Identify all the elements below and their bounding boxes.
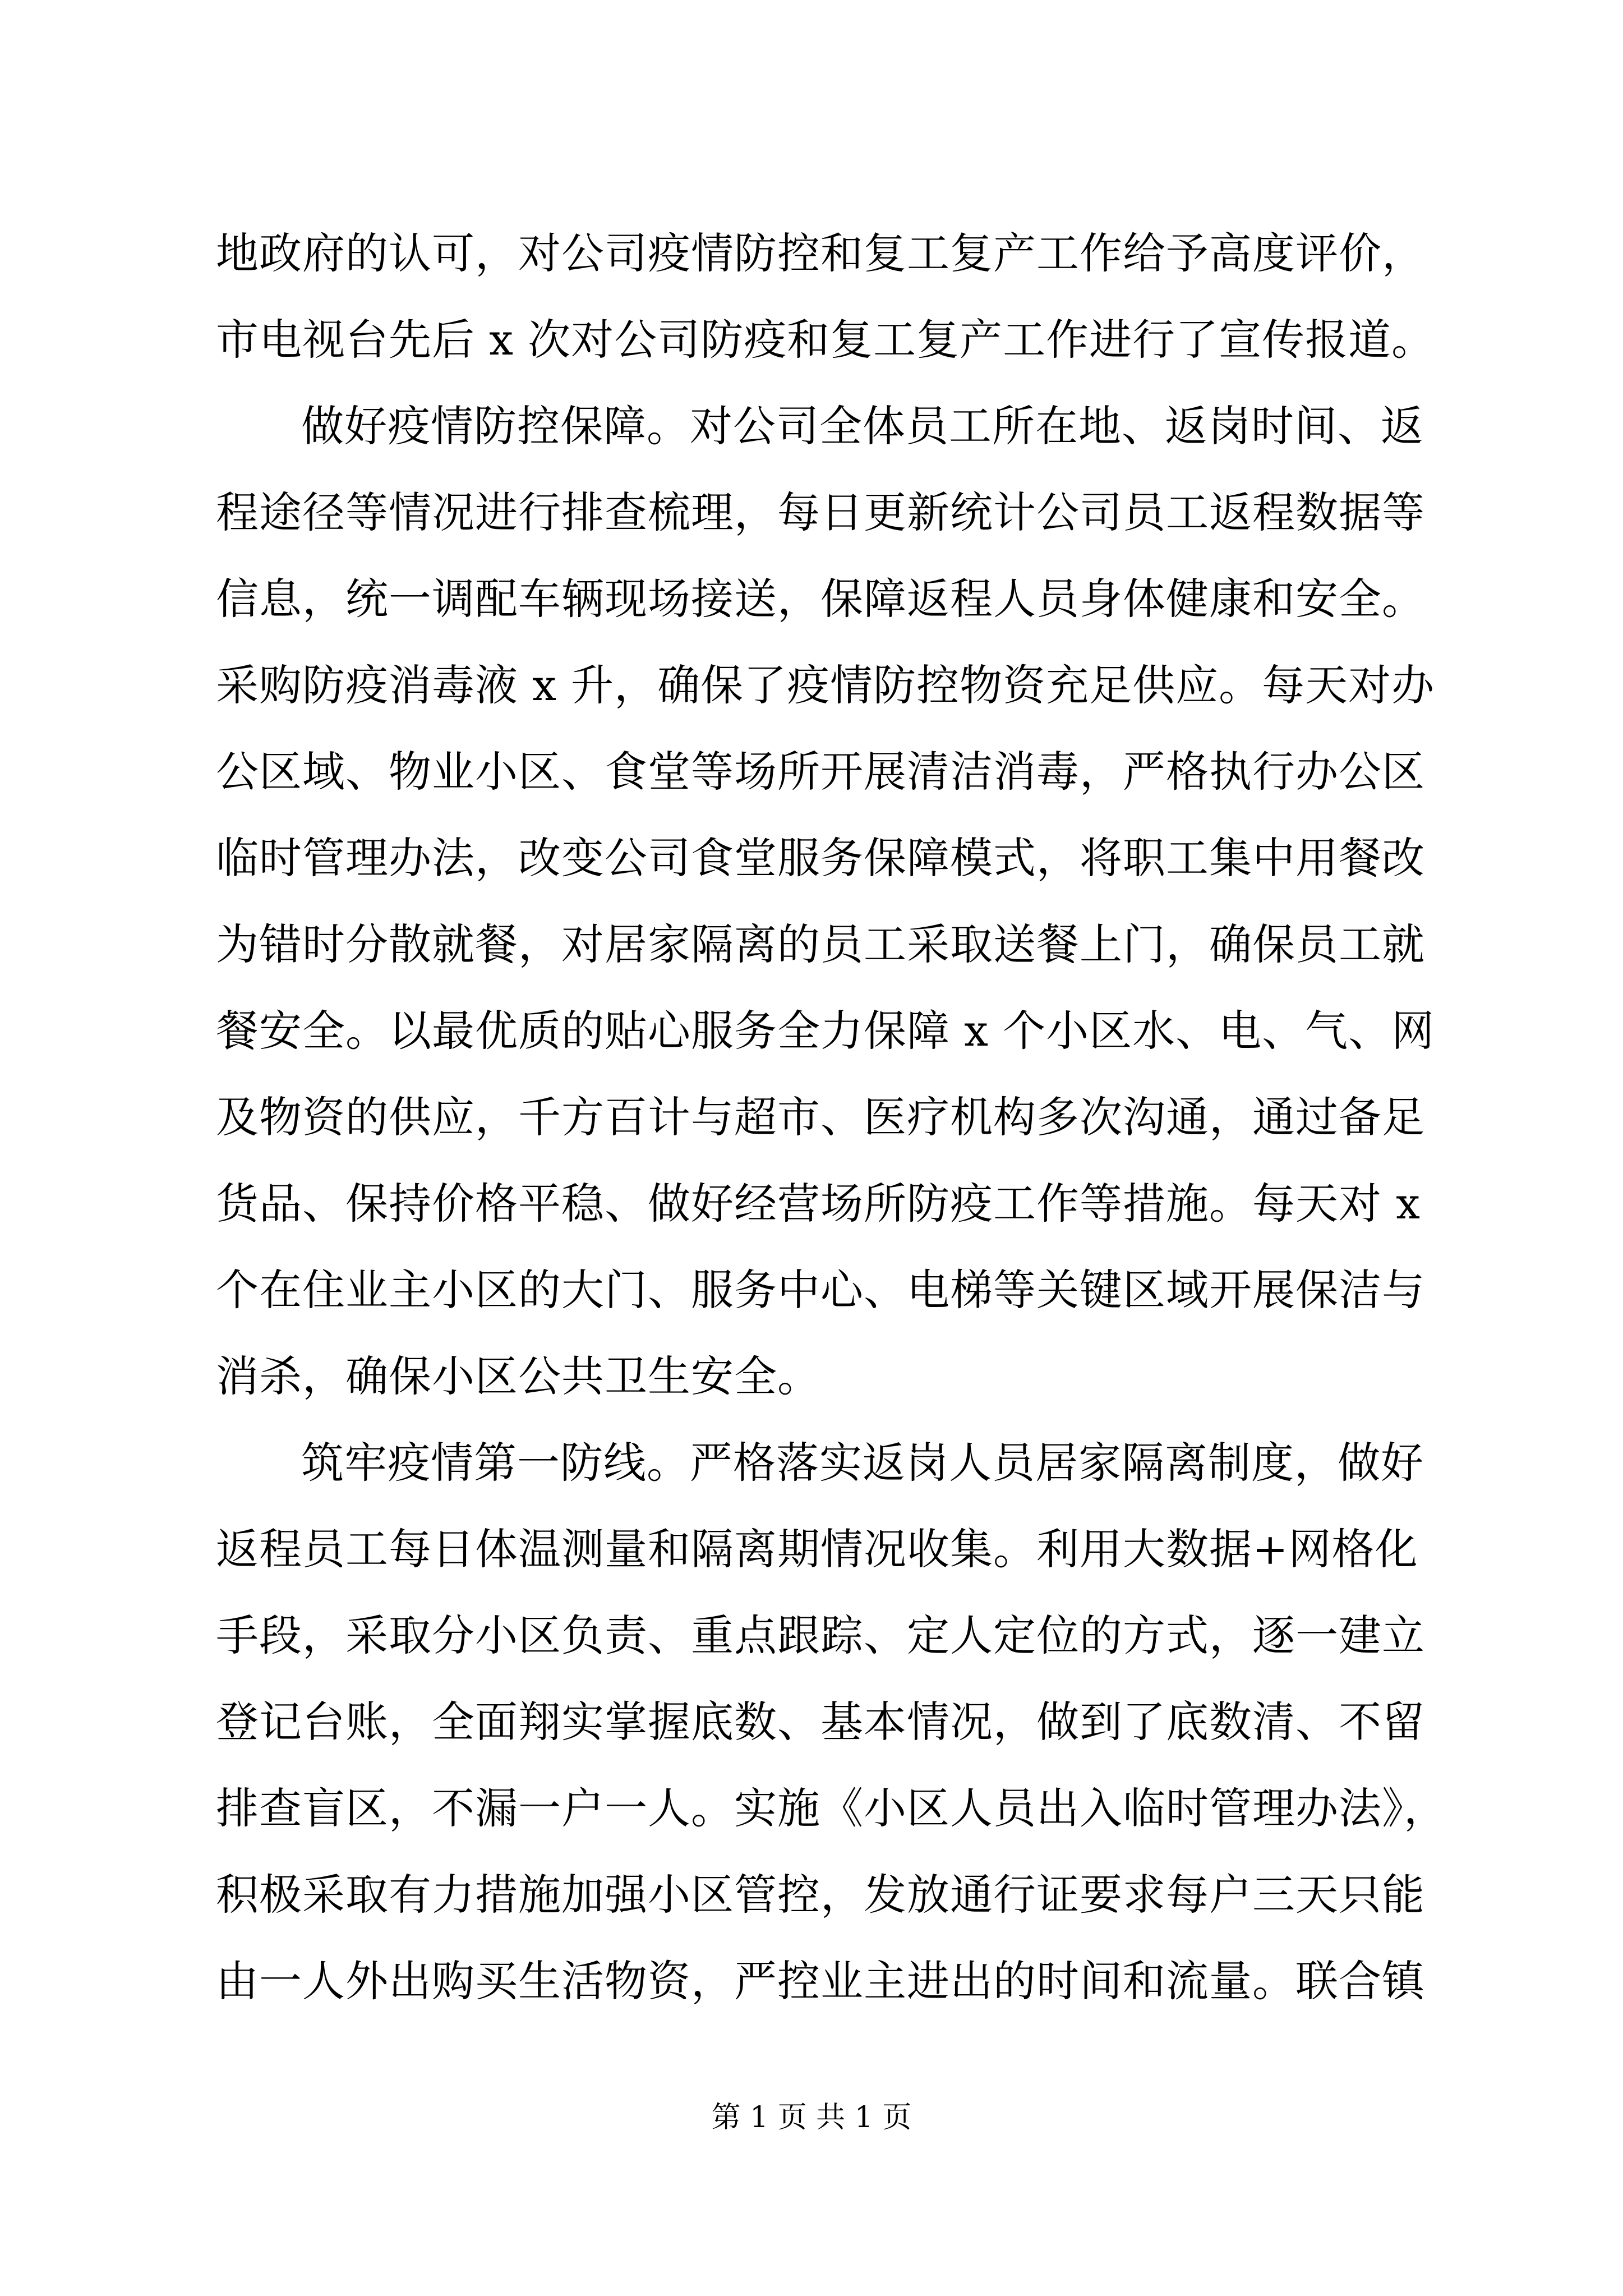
text-line: 手段，采取分小区负责、重点跟踪、定人定位的方式，逐一建立: [216, 1611, 1425, 1660]
page-number-footer: 第 1 页 共 1 页: [711, 2101, 912, 2134]
text-line: 返程员工每日体温测量和隔离期情况收集。利用大数据+网格化: [216, 1524, 1418, 1574]
text-line: 个在住业主小区的大门、服务中心、电梯等关键区域开展保洁与: [216, 1265, 1425, 1315]
text-line: 市电视台先后 x 次对公司防疫和复工复产工作进行了宣传报道。: [216, 315, 1435, 365]
document-body: [216, 210, 1447, 2024]
paragraph-start-line: 做好疫情防控保障。对公司全体员工所在地、返岗时间、返: [301, 401, 1424, 451]
paragraph-start-line: 筑牢疫情第一防线。严格落实返岗人员居家隔离制度，做好: [301, 1438, 1424, 1488]
paragraph-end-line: 消杀，确保小区公共卫生安全。: [216, 1351, 820, 1401]
text-line: 信息，统一调配车辆现场接送，保障返程人员身体健康和安全。: [216, 574, 1425, 624]
text-line: 及物资的供应，千方百计与超市、医疗机构多次沟通，通过备足: [216, 1092, 1425, 1142]
text-line: 登记台账，全面翔实掌握底数、基本情况，做到了底数清、不留: [216, 1697, 1425, 1747]
text-line: 临时管理办法，改变公司食堂服务保障模式，将职工集中用餐改: [216, 833, 1425, 883]
text-line: 为错时分散就餐，对居家隔离的员工采取送餐上门，确保员工就: [216, 919, 1425, 969]
text-line: 公区域、物业小区、食堂等场所开展清洁消毒，严格执行办公区: [216, 747, 1425, 797]
text-line: 程途径等情况进行排查梳理，每日更新统计公司员工返程数据等: [216, 487, 1425, 537]
text-line: 排查盲区，不漏一户一人。实施《小区人员出入临时管理办法》，: [216, 1783, 1447, 1833]
text-line: 餐安全。以最优质的贴心服务全力保障 x 个小区水、电、气、网: [216, 1006, 1435, 1056]
text-line: 采购防疫消毒液 x 升，确保了疫情防控物资充足供应。每天对办: [216, 660, 1435, 710]
text-line: 地政府的认可，对公司疫情防控和复工复产工作给予高度评价，: [216, 228, 1425, 278]
text-line: 由一人外出购买生活物资，严控业主进出的时间和流量。联合镇: [216, 1956, 1425, 2006]
text-line: 货品、保持价格平稳、做好经营场所防疫工作等措施。每天对 x: [216, 1179, 1421, 1228]
text-line: 积极采取有力措施加强小区管控，发放通行证要求每户三天只能: [216, 1870, 1425, 1920]
